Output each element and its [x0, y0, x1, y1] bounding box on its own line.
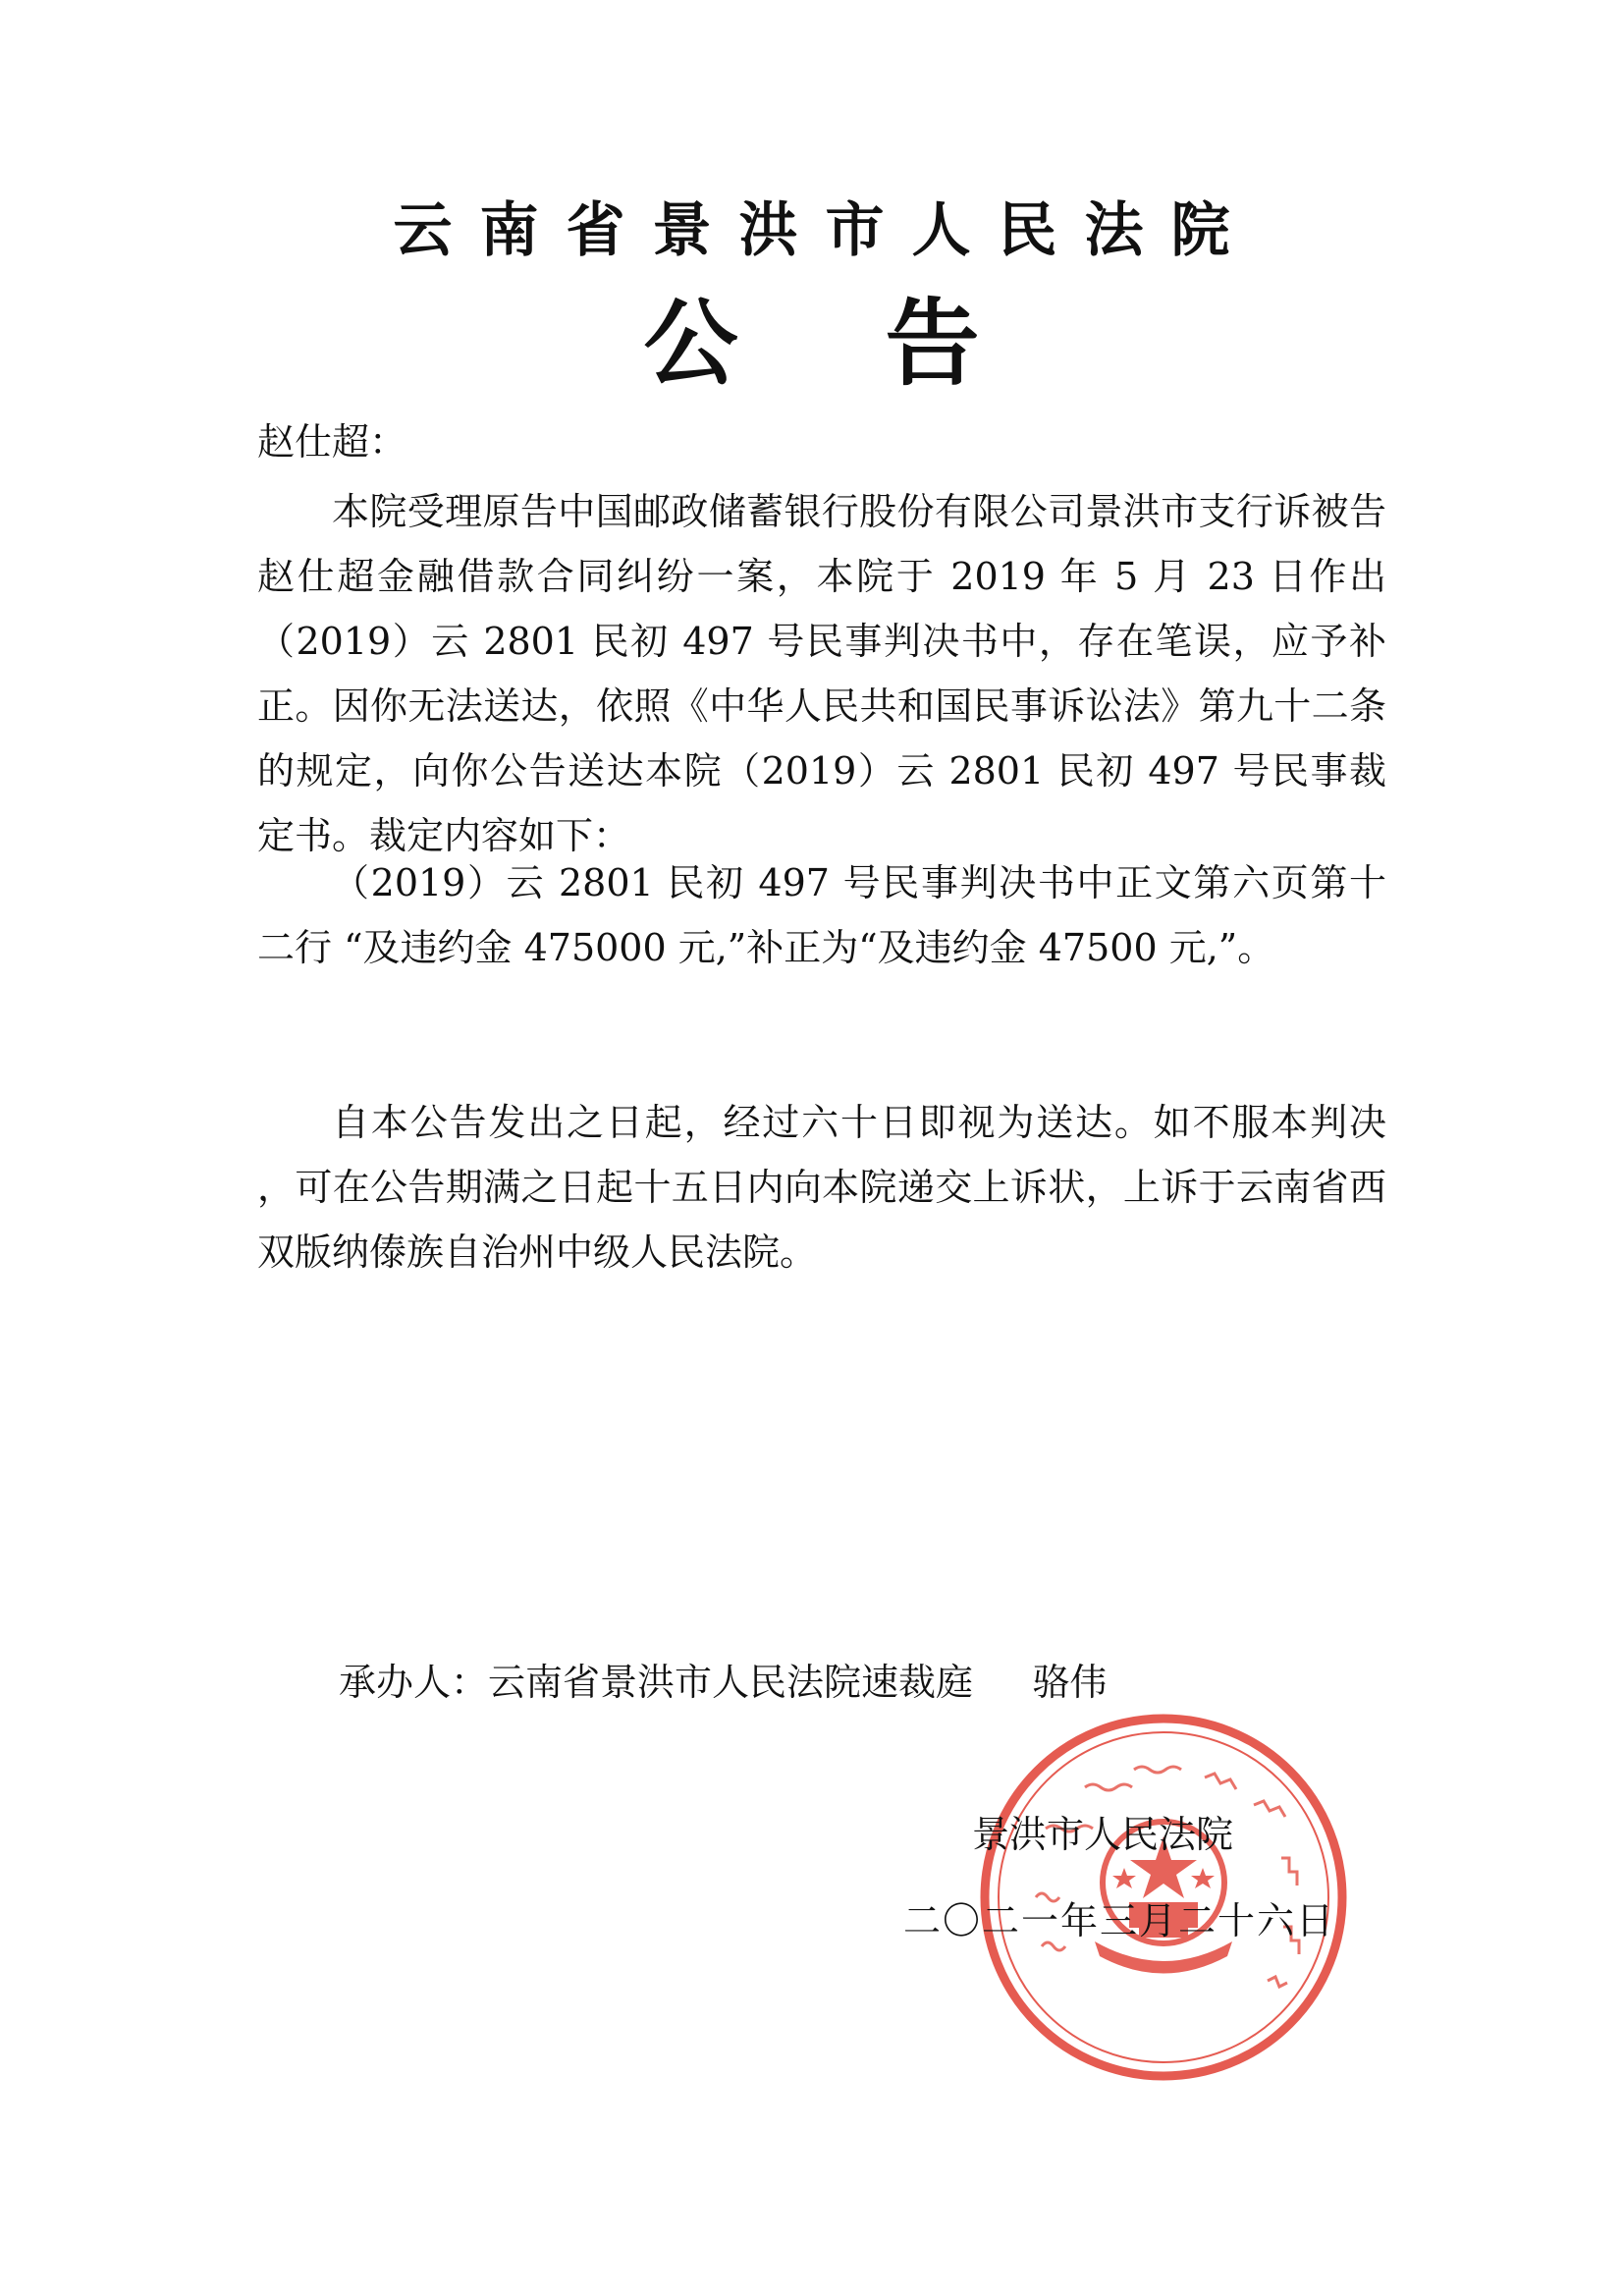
- handler-line: 承办人：云南省景洪市人民法院速裁庭 骆伟: [339, 1661, 1108, 1704]
- paragraph-correction: （2019）云 2801 民初 497 号民事判决书中正文第六页第十二行 “及违约金 475000 元,”补正为“及违约金 47500 元,”。: [257, 861, 1386, 969]
- paragraph-case-notice: 本院受理原告中国邮政储蓄银行股份有限公司景洪市支行诉被告赵仕超金融借款合同纠纷一案，本院于 2019 年 5 月 23 日作出（2019）云 2801 民初 497 号民事判决书中，存在笔误，应予补正。因你无法送达，依照《中华人民共和国民事诉讼法》第九十二条的规定，向你公告送达本院（2019）云 2801 民初 497 号民事裁定书。裁定内容如下：: [257, 490, 1386, 857]
- addressee: 赵仕超：: [257, 420, 407, 464]
- paragraph-appeal-notice: 自本公告发出之日起，经过六十日即视为送达。如不服本判决 ，可在公告期满之日起十五日内向本院递交上诉状，上诉于云南省西双版纳傣族自治州中级人民法院。: [257, 1101, 1386, 1274]
- issue-date: 二〇二一年三月二十六日: [903, 1899, 1336, 1942]
- court-name-heading: 云南省景洪市人民法院: [393, 196, 1258, 265]
- document-title: 公告: [643, 289, 1127, 399]
- issuing-court: 景洪市人民法院: [972, 1813, 1234, 1856]
